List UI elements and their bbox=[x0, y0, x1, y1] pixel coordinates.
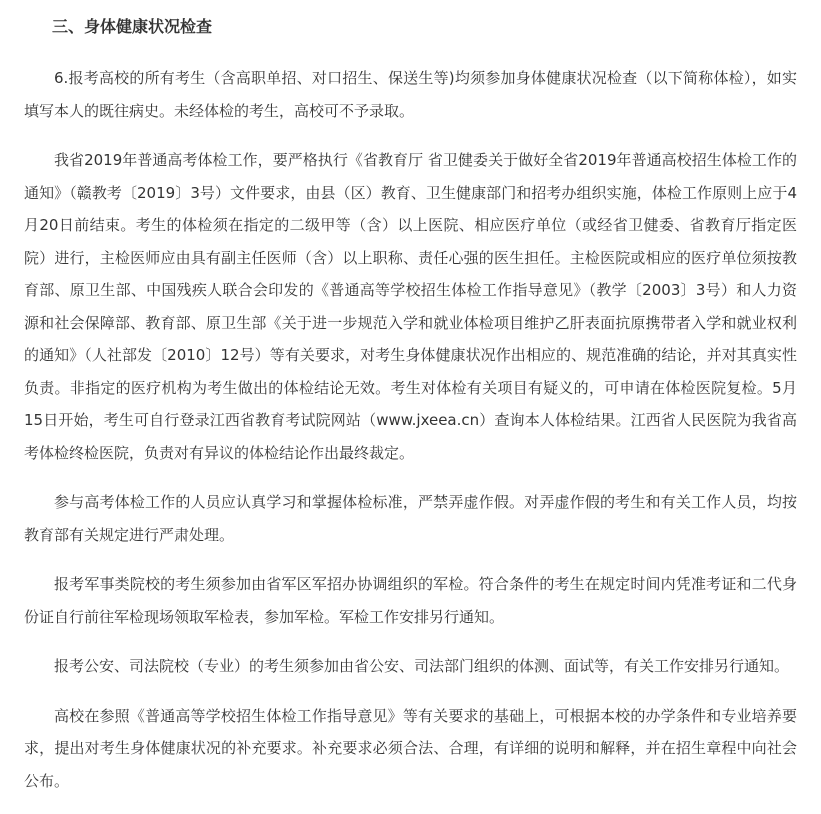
paragraph-staff-discipline: 参与高考体检工作的人员应认真学习和掌握体检标准，严禁弄虚作假。对弄虚作假的考生和有关工作人员，均按教育部有关规定进行严肃处理。 bbox=[24, 493, 797, 544]
paragraph-military-exam: 报考军事类院校的考生须参加由省军区军招办协调组织的军检。符合条件的考生在规定时间内凭准考证和二代身份证自行前往军检现场领取军检表，参加军检。军检工作安排另行通知。 bbox=[24, 575, 797, 626]
paragraph-exam-procedure: 我省2019年普通高考体检工作，要严格执行《省教育厅 省卫健委关于做好全省2019年普通高校招生体检工作的通知》（赣教考〔2019〕3号）文件要求，由县（区）教育、卫生健康部门和招考办组织实施，体检工作原则上应于4月20日前结束。考生的体检须在指定的二级甲等（含）以上医院、相应医疗单位（或经省卫健委、省教育厅指定医院）进行，主检医师应由具有副主任医师（含）以上职称、责任心强的医生担任。主检医院或相应的医疗单位须按教育部、原卫生部、中国残疾人联合会印发的《普通高等学校招生体检工作指导意见》（教学〔2003〕3号）和人力资源和社会保障部、教育部、原卫生部《关于进一步规范入学和就业体检项目维护乙肝表面抗原携带者入学和就业权利的通知》（人社部发〔2010〕12号）等有关要求，对考生身体健康状况作出相应的、规范准确的结论，并对其真实性负责。非指定的医疗机构为考生做出的体检结论无效。考生对体检有关项目有疑义的，可申请在体检医院复检。5月15日开始，考生可自行登录江西省教育考试院网站（www.jxeea.cn）查询本人体检结果。江西省人民医院为我省高考体检终检医院，负责对有异议的体检结论作出最终裁定。 bbox=[24, 151, 797, 462]
section-title: 三、身体健康状况检查 bbox=[52, 17, 213, 36]
paragraph-police-judicial: 报考公安、司法院校（专业）的考生须参加由省公安、司法部门组织的体测、面试等，有关工作安排另行通知。 bbox=[54, 657, 790, 675]
paragraph-supplementary-requirements: 高校在参照《普通高等学校招生体检工作指导意见》等有关要求的基础上，可根据本校的办学条件和专业培养要求，提出对考生身体健康状况的补充要求。补充要求必须合法、合理，有详细的说明和解释，并在招生章程中向社会公布。 bbox=[24, 706, 797, 790]
paragraph-exam-requirement: 6.报考高校的所有考生（含高职单招、对口招生、保送生等)均须参加身体健康状况检查（以下简称体检），如实填写本人的既往病史。未经体检的考生，高校可不予录取。 bbox=[24, 69, 797, 120]
